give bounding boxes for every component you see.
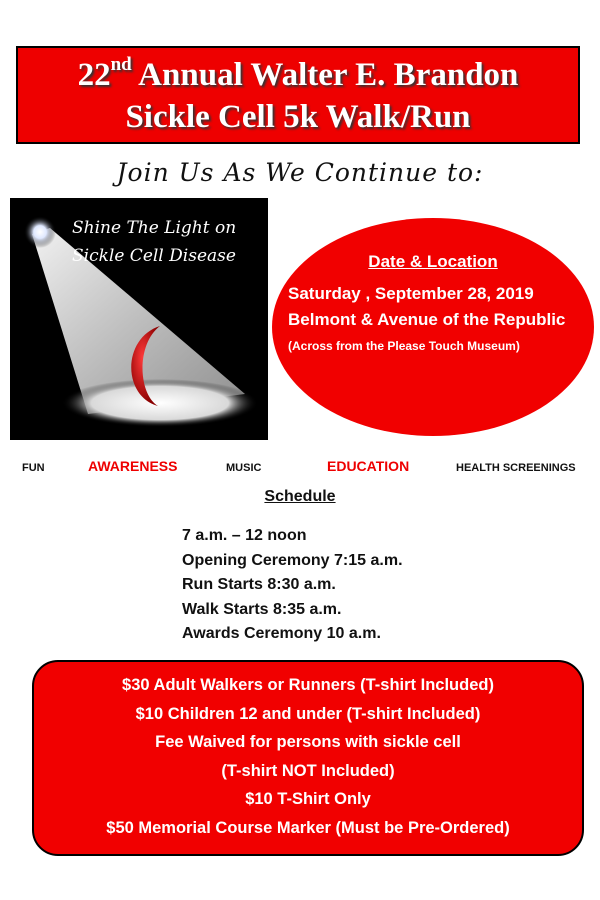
- price-line: $30 Adult Walkers or Runners (T-shirt Included): [122, 676, 494, 694]
- date-location-oval: [272, 218, 594, 436]
- theme-health-screenings: HEALTH SCREENINGS: [456, 462, 576, 474]
- schedule-item: 7 a.m. – 12 noon: [182, 527, 307, 544]
- price-line: $50 Memorial Course Marker (Must be Pre-Ordered): [106, 818, 510, 837]
- title-banner: [16, 46, 580, 144]
- price-line: Fee Waived for persons with sickle cell: [155, 733, 461, 751]
- location-note: (Across from the Please Touch Museum): [288, 339, 520, 353]
- schedule-item: Run Starts 8:30 a.m.: [182, 576, 336, 593]
- theme-awareness: AWARENESS: [88, 458, 178, 474]
- spotlight-line-1: Shine The Light on: [72, 218, 237, 238]
- title-line-2: Sickle Cell 5k Walk/Run: [125, 99, 471, 135]
- schedule-list: [182, 524, 403, 647]
- schedule-item: Walk Starts 8:35 a.m.: [182, 600, 342, 618]
- title-line-1-text: Annual Walter E. Brandon: [138, 57, 519, 93]
- spotlight-line-2: Sickle Cell Disease: [72, 246, 236, 266]
- price-line: $10 Children 12 and under (T-shirt Included): [135, 704, 481, 723]
- schedule-heading: Schedule: [264, 488, 336, 505]
- date-location-heading: Date & Location: [368, 252, 498, 271]
- pricing-box: [32, 660, 584, 856]
- schedule-item: Opening Ceremony 7:15 a.m.: [182, 551, 403, 569]
- subtitle: Join Us As We Continue to:: [116, 158, 484, 187]
- schedule-item: Awards Ceremony 10 a.m.: [182, 625, 381, 642]
- theme-music: MUSIC: [226, 462, 262, 474]
- theme-education: EDUCATION: [327, 458, 410, 474]
- theme-row: [0, 458, 600, 480]
- ordinal-suffix: nd: [110, 54, 132, 75]
- event-location: Belmont & Avenue of the Republic: [288, 310, 566, 329]
- spotlight-image: [10, 198, 268, 440]
- price-line: (T-shirt NOT Included): [221, 761, 395, 780]
- title-line-1: [18, 54, 578, 96]
- spotlight-caption: [72, 214, 236, 270]
- anniversary-number: 22: [77, 57, 111, 93]
- event-date: Saturday , September 28, 2019: [288, 284, 534, 303]
- price-line: $10 T-Shirt Only: [245, 790, 371, 808]
- theme-fun: FUN: [22, 462, 45, 474]
